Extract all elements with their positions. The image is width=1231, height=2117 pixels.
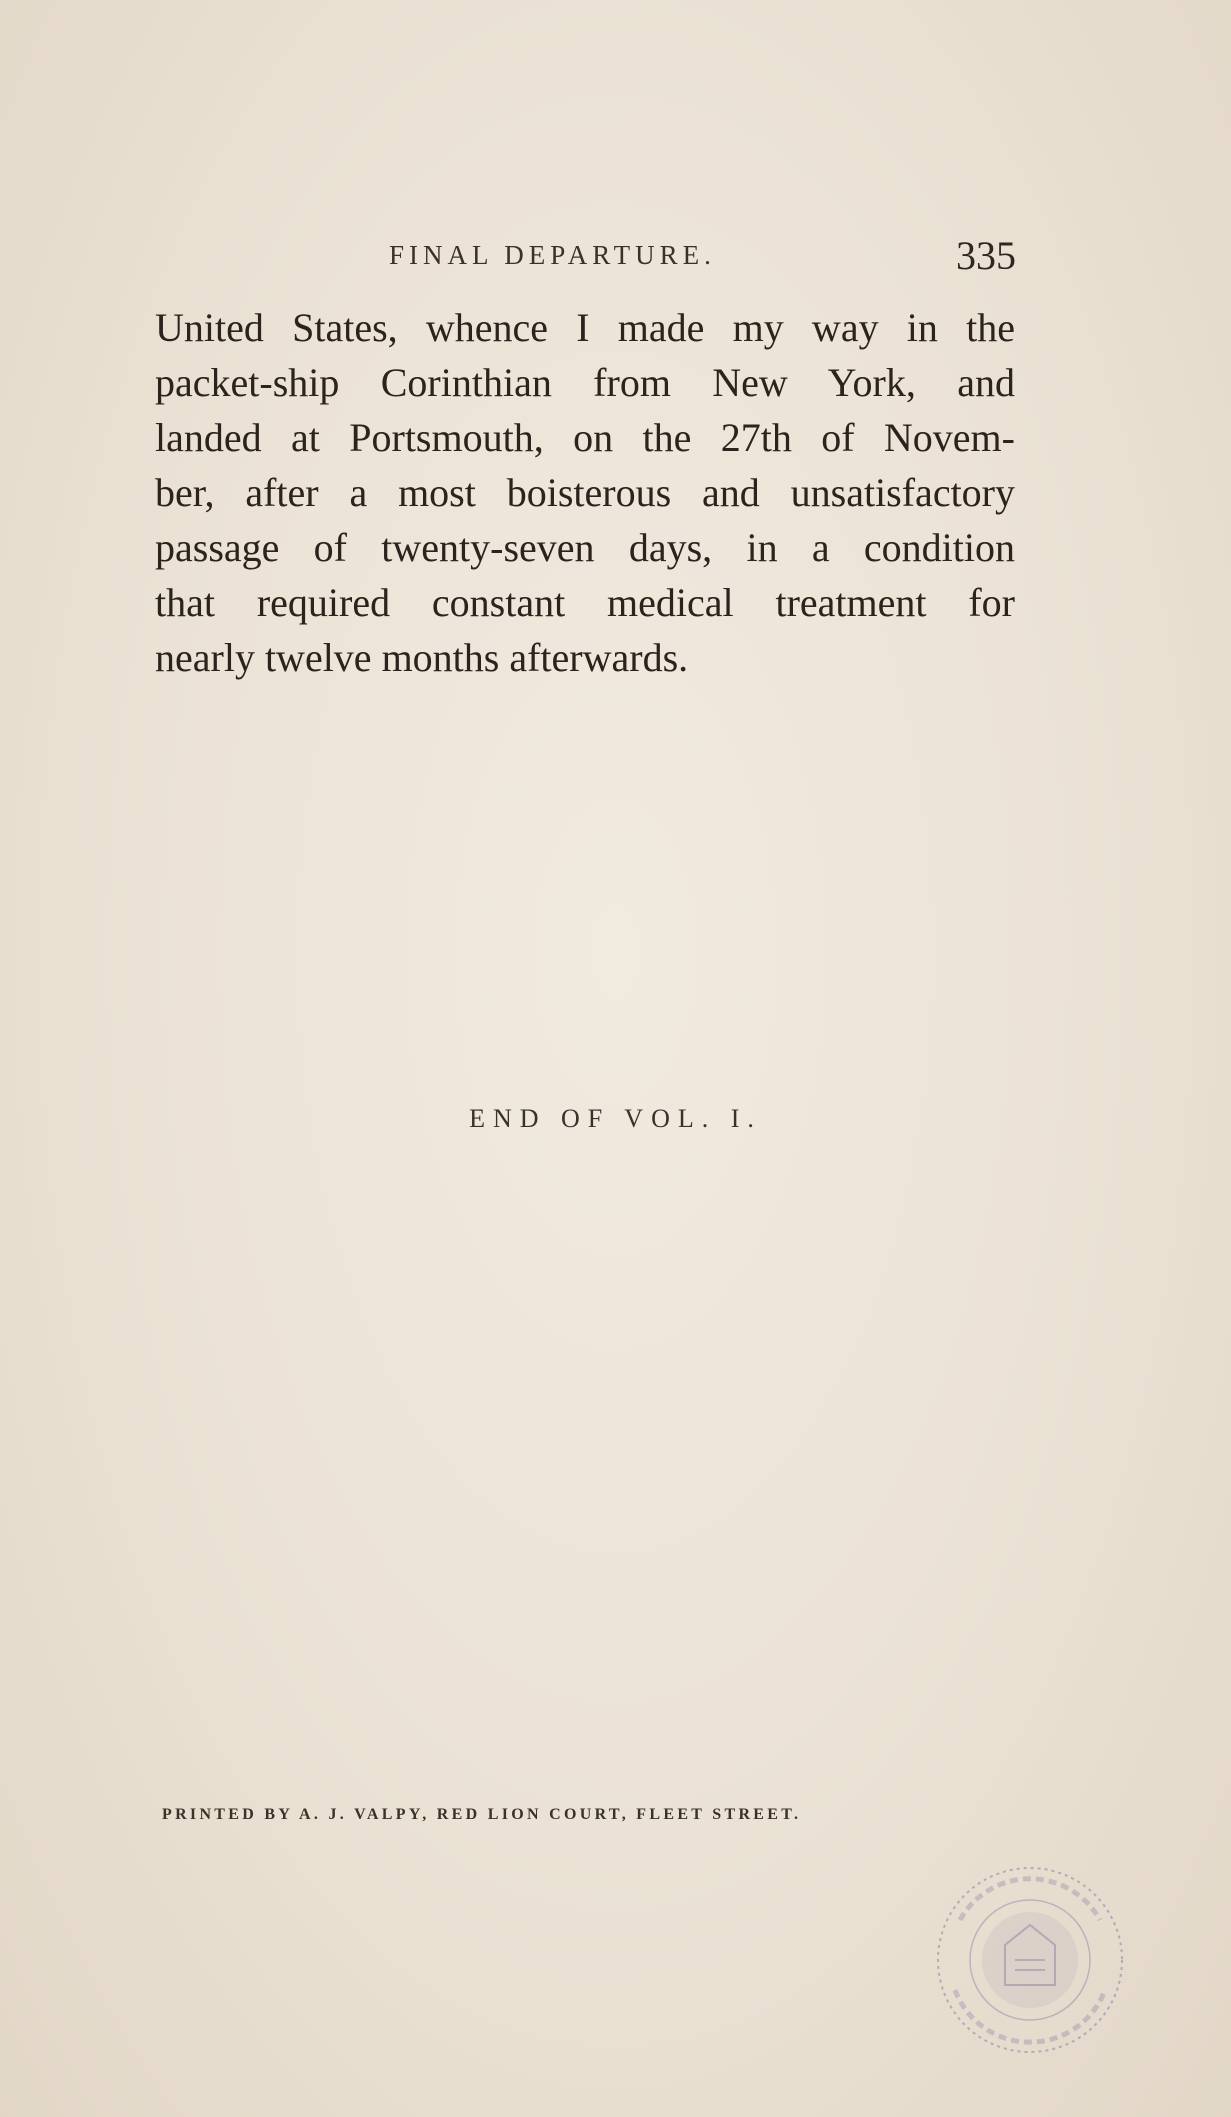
running-title: FINAL DEPARTURE.	[389, 240, 716, 270]
text-line: nearly twelve months afterwards.	[155, 635, 689, 680]
page-number: 335	[956, 233, 1016, 278]
running-head	[155, 232, 1016, 282]
text-line: ber, after a most boisterous and unsatisfactory	[155, 470, 1015, 515]
text-line: United States, whence I made my way in the	[155, 305, 1015, 350]
end-of-volume-mark: END OF VOL. I.	[469, 1104, 762, 1133]
text-line: landed at Portsmouth, on the 27th of Novem-	[155, 415, 1015, 460]
body-paragraph	[155, 300, 1015, 685]
library-stamp-icon	[920, 1850, 1140, 2070]
printer-imprint: PRINTED BY A. J. VALPY, RED LION COURT, FLEET STREET.	[162, 1806, 802, 1823]
text-line: that required constant medical treatment for	[155, 580, 1015, 625]
text-line: passage of twenty-seven days, in a condition	[155, 525, 1015, 570]
text-line: packet-ship Corinthian from New York, and	[155, 360, 1015, 405]
